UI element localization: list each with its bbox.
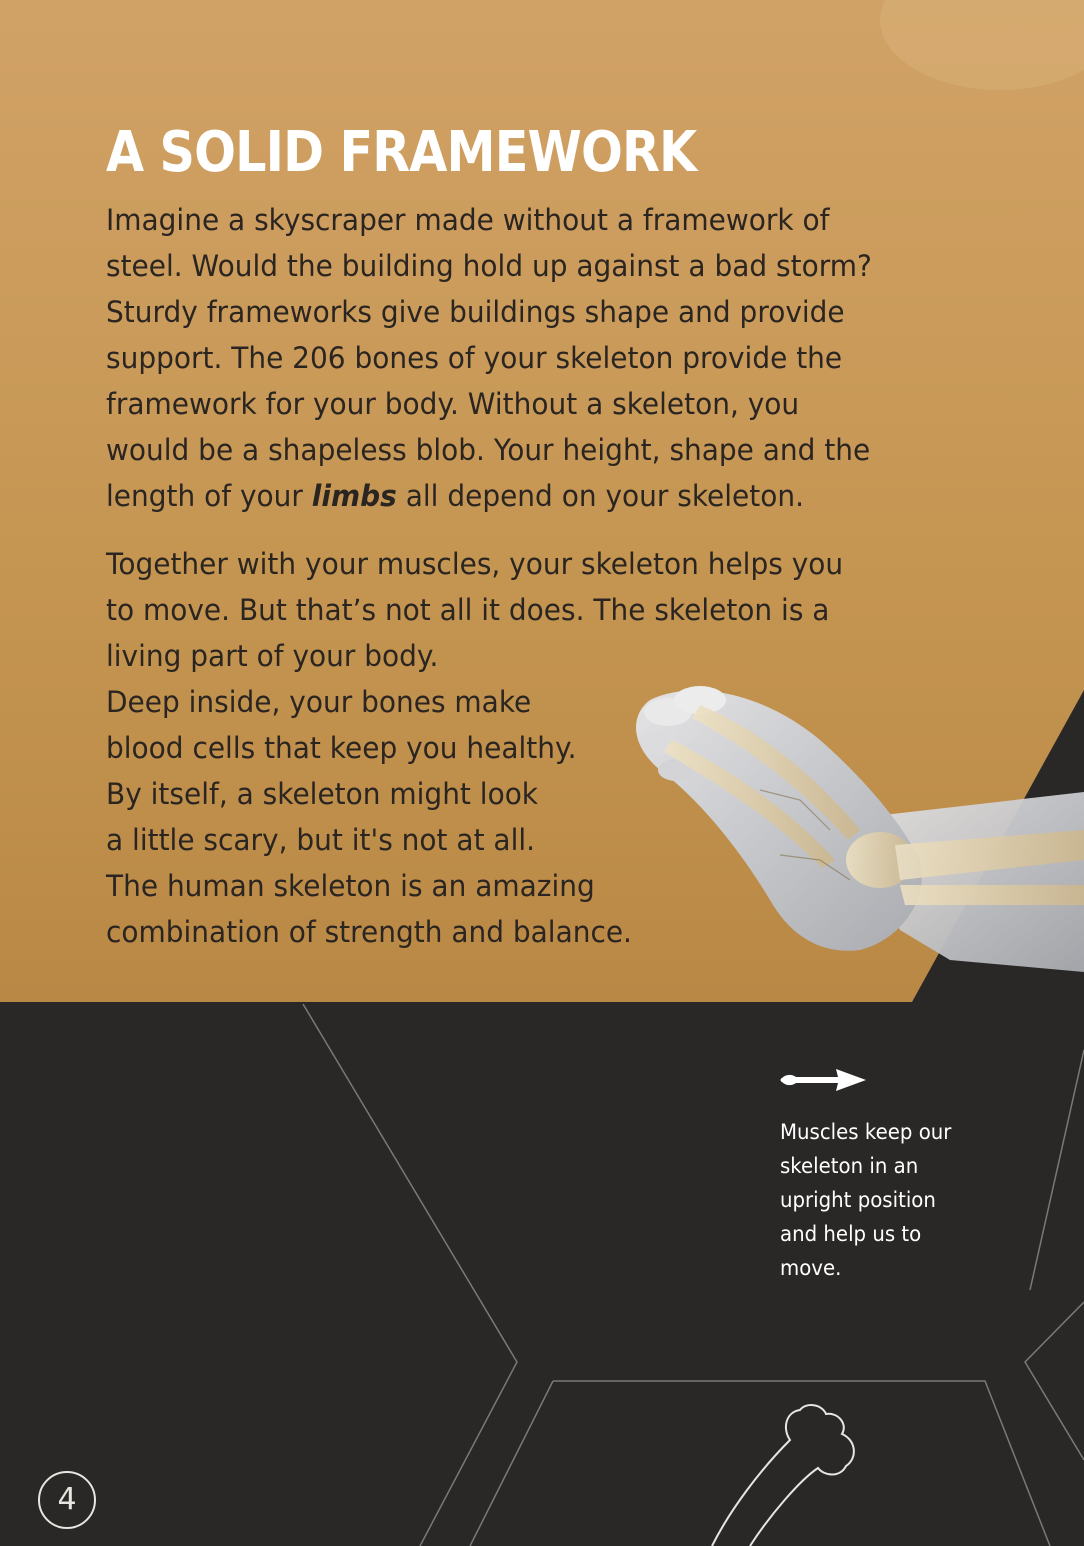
paragraph-line: steel. Would the building hold up against a bad storm? bbox=[106, 249, 872, 283]
caption-line: upright position bbox=[780, 1188, 936, 1212]
paragraph-line: Deep inside, your bones make bbox=[106, 685, 532, 719]
image-caption bbox=[780, 1115, 951, 1285]
paragraph-line: a little scary, but it's not at all. bbox=[106, 823, 536, 857]
body-paragraph bbox=[106, 541, 888, 955]
paragraph-line: Sturdy frameworks give buildings shape and provide bbox=[106, 295, 845, 329]
paragraph-line: By itself, a skeleton might look bbox=[106, 777, 539, 811]
arrow-right-icon bbox=[780, 1064, 870, 1096]
paragraph-line: to move. But that’s not all it does. The skeleton is a bbox=[106, 593, 830, 627]
paragraph-line: living part of your body. bbox=[106, 639, 439, 673]
intro-paragraph bbox=[106, 197, 888, 519]
paragraph-line: The human skeleton is an amazing bbox=[106, 869, 595, 903]
paragraph-line: combination of strength and balance. bbox=[106, 915, 632, 949]
paragraph-line bbox=[106, 473, 888, 519]
paragraph-line: would be a shapeless blob. Your height, shape and the bbox=[106, 433, 871, 467]
caption-line: Muscles keep our bbox=[780, 1120, 952, 1144]
paragraph-line: framework for your body. Without a skeleton, you bbox=[106, 387, 800, 421]
paragraph-line: Together with your muscles, your skeleton helps you bbox=[106, 547, 844, 581]
page-number: 4 bbox=[38, 1471, 96, 1529]
caption-line: skeleton in an bbox=[780, 1154, 919, 1178]
text-segment: length of your bbox=[106, 479, 312, 513]
text-segment: all depend on your skeleton. bbox=[396, 479, 804, 513]
paragraph-line: support. The 206 bones of your skeleton provide the bbox=[106, 341, 843, 375]
caption-line: move. bbox=[780, 1256, 842, 1280]
paragraph-line: blood cells that keep you healthy. bbox=[106, 731, 577, 765]
glossary-term-limbs: limbs bbox=[311, 479, 397, 513]
page-title: A SOLID FRAMEWORK bbox=[106, 120, 697, 185]
paragraph-line: Imagine a skyscraper made without a framework of bbox=[106, 203, 830, 237]
caption-line: and help us to bbox=[780, 1222, 922, 1246]
